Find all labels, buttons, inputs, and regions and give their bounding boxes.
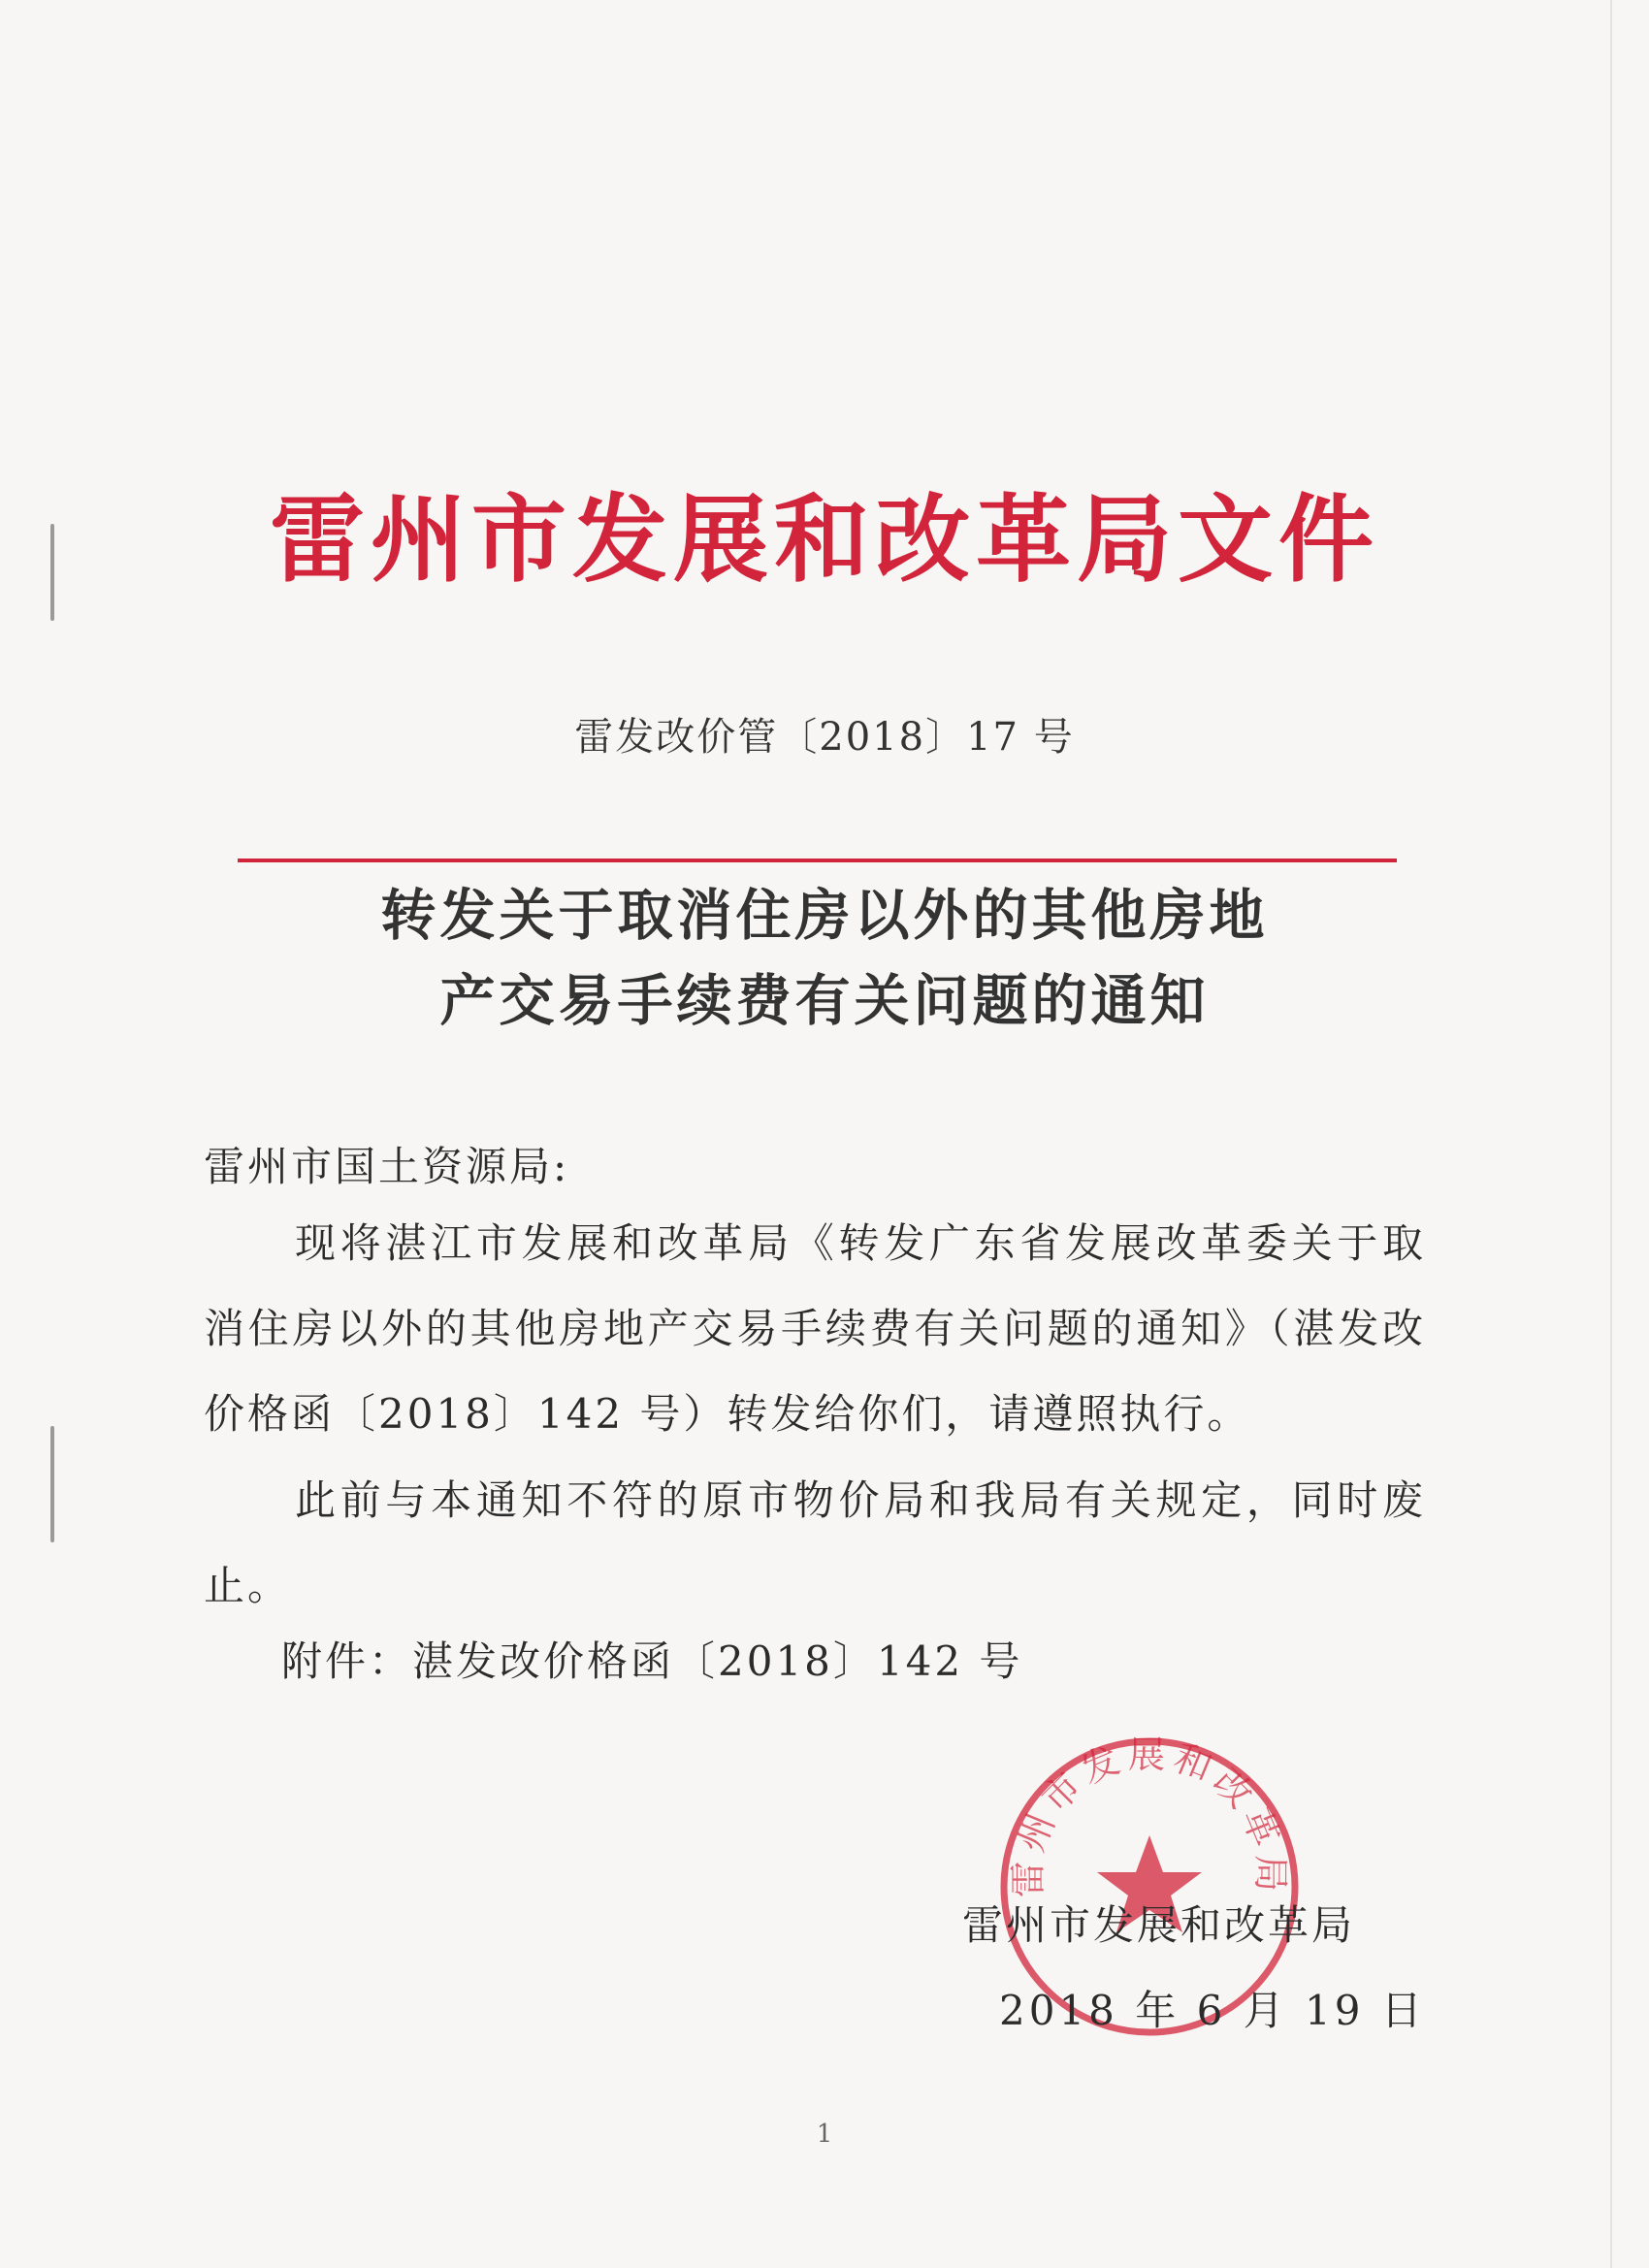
signature-organization: 雷州市发展和改革局 bbox=[962, 1901, 1356, 1949]
page-edge bbox=[1610, 0, 1612, 2268]
document-header-title: 雷州市发展和改革局文件 bbox=[269, 484, 1379, 596]
binding-staple-bottom bbox=[50, 1426, 54, 1542]
signature-date: 2018 年 6 月 19 日 bbox=[999, 1987, 1426, 2034]
document-number: 雷发改价管〔2018〕17 号 bbox=[574, 715, 1075, 760]
page-number: 1 bbox=[816, 2120, 833, 2149]
red-divider-line bbox=[238, 859, 1397, 862]
notice-title-line-1: 转发关于取消住房以外的其他房地 bbox=[380, 884, 1269, 948]
svg-text:雷州市发展和改革局: 雷州市发展和改革局 bbox=[1006, 1733, 1293, 1898]
body-paragraph-2: 此前与本通知不符的原市物价局和我局有关规定，同时废止。 bbox=[204, 1476, 1426, 1609]
addressee: 雷州市国土资源局: bbox=[204, 1143, 570, 1190]
attachment-line: 附件：湛发改价格函〔2018〕142 号 bbox=[281, 1637, 1023, 1685]
notice-title-line-2: 产交易手续费有关问题的通知 bbox=[439, 969, 1210, 1033]
notice-title bbox=[0, 873, 1649, 1044]
body-paragraph-1: 现将湛江市发展和改革局《转发广东省发展改革委关于取消住房以外的其他房地产交易手续费有关问题的通知》（湛发改价格函〔2018〕142 号）转发给你们，请遵照执行。 bbox=[204, 1219, 1426, 1438]
